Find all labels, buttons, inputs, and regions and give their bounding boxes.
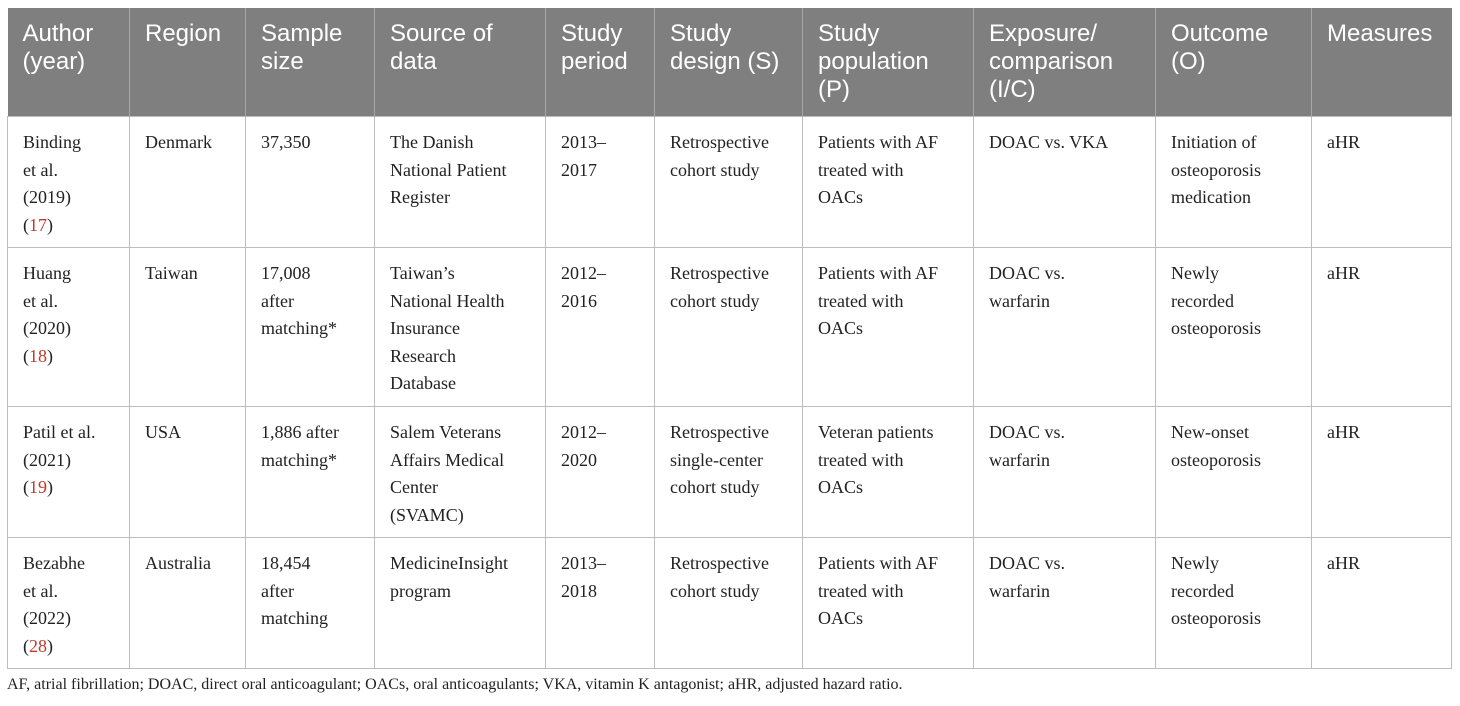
- cell-study-design: [655, 538, 803, 669]
- cell-text: osteoporosis: [1171, 159, 1261, 180]
- cell-text: et al.: [23, 290, 58, 311]
- header-region: [130, 8, 246, 117]
- cell-text: matching*: [261, 449, 337, 470]
- cell-text: National Health: [390, 290, 505, 311]
- reference-link[interactable]: 28: [29, 635, 47, 656]
- cell-text: Huang: [23, 263, 71, 283]
- cell-text: after: [261, 290, 294, 311]
- cell-text: single-center: [670, 449, 763, 470]
- header-sample-size: [246, 8, 375, 117]
- cell-author-year: Binding et al. (2019) (17): [8, 117, 130, 248]
- cell-text: Retrospective: [670, 422, 769, 442]
- header-text: data: [390, 48, 437, 75]
- cell-text: osteoporosis: [1171, 449, 1261, 470]
- cell-text: (2019): [23, 187, 71, 207]
- cell-source-of-data: [375, 117, 546, 248]
- cell-text: Patil et al.: [23, 422, 96, 442]
- cell-text: warfarin: [989, 290, 1050, 311]
- cell-text: treated with: [818, 290, 904, 311]
- cell-text: Veteran patients: [818, 422, 934, 442]
- cell-text: et al.: [23, 580, 58, 601]
- table-body: [8, 117, 1452, 669]
- header-text: Study: [670, 20, 732, 47]
- cell-region: [130, 248, 246, 407]
- table-row: [8, 248, 1452, 407]
- header-text: Author: [22, 20, 94, 47]
- cell-text: after: [261, 580, 294, 601]
- header-study-period: [546, 8, 655, 117]
- cell-text: New-onset: [1171, 422, 1249, 442]
- table-row: [8, 538, 1452, 669]
- cell-measures: [1312, 538, 1452, 669]
- cell-author-year: Bezabhe et al. (2022) (28): [8, 538, 130, 669]
- cell-outcome: [1156, 407, 1312, 538]
- cell-text: Denmark: [145, 132, 212, 152]
- header-study-design: [655, 8, 803, 117]
- cell-text: 18,454: [261, 553, 311, 573]
- header-text: (year): [22, 48, 86, 75]
- cell-text: warfarin: [989, 449, 1050, 470]
- cell-measures: [1312, 117, 1452, 248]
- cell-text: Center: [390, 477, 438, 497]
- cell-study-population: [803, 117, 974, 248]
- header-measures: [1312, 8, 1452, 117]
- cell-text: 17,008: [261, 263, 311, 283]
- cell-text: 2013–: [561, 553, 606, 573]
- cell-text: treated with: [818, 449, 904, 470]
- cell-text: (2022): [23, 608, 71, 628]
- cell-text: Taiwan: [145, 263, 198, 283]
- cell-text: Register: [390, 187, 450, 207]
- cell-text: DOAC vs.: [989, 263, 1066, 283]
- cell-text: Binding: [23, 132, 82, 152]
- cell-study-population: [803, 407, 974, 538]
- header-text: population: [818, 48, 929, 75]
- cell-sample-size: [246, 538, 375, 669]
- cell-text: Salem Veterans: [390, 422, 502, 442]
- header-text: Region: [145, 20, 222, 47]
- header-text: comparison: [989, 48, 1114, 75]
- cell-study-design: [655, 117, 803, 248]
- header-text: size: [261, 48, 304, 75]
- header-text: design (S): [670, 48, 780, 75]
- cell-sample-size: [246, 407, 375, 538]
- cell-text: recorded: [1171, 290, 1234, 311]
- cell-text: Insurance: [390, 318, 460, 338]
- header-author-year: [8, 8, 130, 117]
- header-text: period: [561, 48, 628, 75]
- cell-text: aHR: [1327, 263, 1360, 283]
- cell-text: cohort study: [670, 159, 760, 180]
- cell-region: [130, 117, 246, 248]
- header-text: Study: [561, 20, 623, 47]
- cell-text: 2013–: [561, 132, 606, 152]
- cell-text: USA: [145, 422, 182, 442]
- cell-text: MedicineInsight: [390, 553, 508, 573]
- cell-text: Database: [390, 373, 456, 393]
- cell-text: The Danish: [390, 132, 474, 152]
- cell-text: DOAC vs.: [989, 422, 1066, 442]
- table-row: [8, 407, 1452, 538]
- cell-sample-size: [246, 248, 375, 407]
- header-text: (I/C): [989, 76, 1036, 103]
- header-text: Sample: [261, 20, 343, 47]
- cell-text: OACs: [818, 318, 864, 338]
- cell-text: cohort study: [670, 290, 760, 311]
- cell-study-period: [546, 117, 655, 248]
- cell-text: DOAC vs. VKA: [989, 132, 1109, 152]
- cell-text: aHR: [1327, 132, 1360, 152]
- cell-measures: [1312, 248, 1452, 407]
- cell-text: cohort study: [670, 580, 760, 601]
- cell-exposure-comparison: [974, 248, 1156, 407]
- cell-text: matching*: [261, 318, 337, 338]
- reference-link[interactable]: 17: [29, 214, 47, 235]
- cell-study-period: [546, 407, 655, 538]
- cell-study-design: [655, 407, 803, 538]
- cell-text: program: [390, 580, 451, 601]
- cell-text: OACs: [818, 477, 864, 497]
- cell-measures: [1312, 407, 1452, 538]
- cell-source-of-data: [375, 538, 546, 669]
- cell-text: Newly: [1171, 553, 1219, 573]
- cell-text: (SVAMC): [390, 504, 464, 525]
- cell-outcome: [1156, 248, 1312, 407]
- cell-text: Affairs Medical: [390, 449, 505, 470]
- cell-source-of-data: [375, 407, 546, 538]
- cell-sample-size: [246, 117, 375, 248]
- cell-text: (2021): [23, 449, 71, 470]
- table-footnote: AF, atrial fibrillation; DOAC, direct oral anticoagulant; OACs, oral anticoagulants; VKA, vitamin K antagonist; aHR, adjusted hazard ratio.: [7, 676, 903, 693]
- header-source-of-data: [375, 8, 546, 117]
- cell-text: Australia: [145, 553, 211, 573]
- reference-link[interactable]: 18: [29, 345, 47, 366]
- cell-outcome: [1156, 117, 1312, 248]
- cell-text: Retrospective: [670, 132, 769, 152]
- cell-outcome: [1156, 538, 1312, 669]
- cell-region: [130, 538, 246, 669]
- header-text: Study: [818, 20, 880, 47]
- header-text: (P): [818, 76, 850, 103]
- cell-text: medication: [1171, 187, 1251, 207]
- cell-text: Patients with AF: [818, 132, 939, 152]
- cell-study-period: [546, 538, 655, 669]
- cell-study-design: [655, 248, 803, 407]
- study-characteristics-table: [7, 8, 1452, 669]
- cell-study-population: [803, 538, 974, 669]
- cell-text: Patients with AF: [818, 553, 939, 573]
- header-text: (O): [1171, 48, 1206, 75]
- cell-text: aHR: [1327, 422, 1360, 442]
- cell-text: 2020: [561, 449, 597, 470]
- cell-author-year: Huang et al. (2020) (18): [8, 248, 130, 407]
- cell-text: recorded: [1171, 580, 1234, 601]
- table-header-row: [8, 8, 1452, 117]
- cell-text: 1,886 after: [261, 422, 339, 442]
- cell-author-year: Patil et al. (2021) (19): [8, 407, 130, 538]
- cell-text: OACs: [818, 608, 864, 628]
- cell-text: National Patient: [390, 159, 507, 180]
- cell-text: Research: [390, 345, 456, 366]
- cell-text: osteoporosis: [1171, 318, 1261, 338]
- cell-text: 2012–: [561, 263, 606, 283]
- cell-exposure-comparison: [974, 538, 1156, 669]
- cell-text: 37,350: [261, 132, 311, 152]
- cell-text: treated with: [818, 159, 904, 180]
- cell-text: Taiwan’s: [390, 263, 455, 283]
- cell-text: matching: [261, 608, 328, 628]
- cell-text: aHR: [1327, 553, 1360, 573]
- reference-link[interactable]: 19: [29, 477, 47, 497]
- header-text: Measures: [1327, 20, 1433, 47]
- header-outcome: [1156, 8, 1312, 117]
- header-exposure-comparison: [974, 8, 1156, 117]
- cell-source-of-data: [375, 248, 546, 407]
- header-text: Exposure/: [989, 20, 1098, 47]
- cell-text: Initiation of: [1171, 132, 1257, 152]
- cell-exposure-comparison: [974, 117, 1156, 248]
- cell-text: Patients with AF: [818, 263, 939, 283]
- cell-text: treated with: [818, 580, 904, 601]
- cell-text: et al.: [23, 159, 58, 180]
- cell-text: OACs: [818, 187, 864, 207]
- cell-text: Bezabhe: [23, 553, 85, 573]
- cell-text: 2017: [561, 159, 597, 180]
- cell-text: osteoporosis: [1171, 608, 1261, 628]
- cell-text: Retrospective: [670, 553, 769, 573]
- study-table-container: [7, 8, 1451, 669]
- cell-text: (2020): [23, 318, 71, 338]
- cell-text: 2018: [561, 580, 597, 601]
- header-text: Source of: [390, 20, 493, 47]
- header-study-population: [803, 8, 974, 117]
- cell-study-population: [803, 248, 974, 407]
- table-row: [8, 117, 1452, 248]
- cell-text: 2012–: [561, 422, 606, 442]
- cell-text: Retrospective: [670, 263, 769, 283]
- cell-text: Newly: [1171, 263, 1219, 283]
- cell-region: [130, 407, 246, 538]
- cell-text: DOAC vs.: [989, 553, 1066, 573]
- cell-text: cohort study: [670, 477, 760, 497]
- cell-text: 2016: [561, 290, 597, 311]
- cell-text: warfarin: [989, 580, 1050, 601]
- cell-study-period: [546, 248, 655, 407]
- header-text: Outcome: [1171, 20, 1269, 47]
- cell-exposure-comparison: [974, 407, 1156, 538]
